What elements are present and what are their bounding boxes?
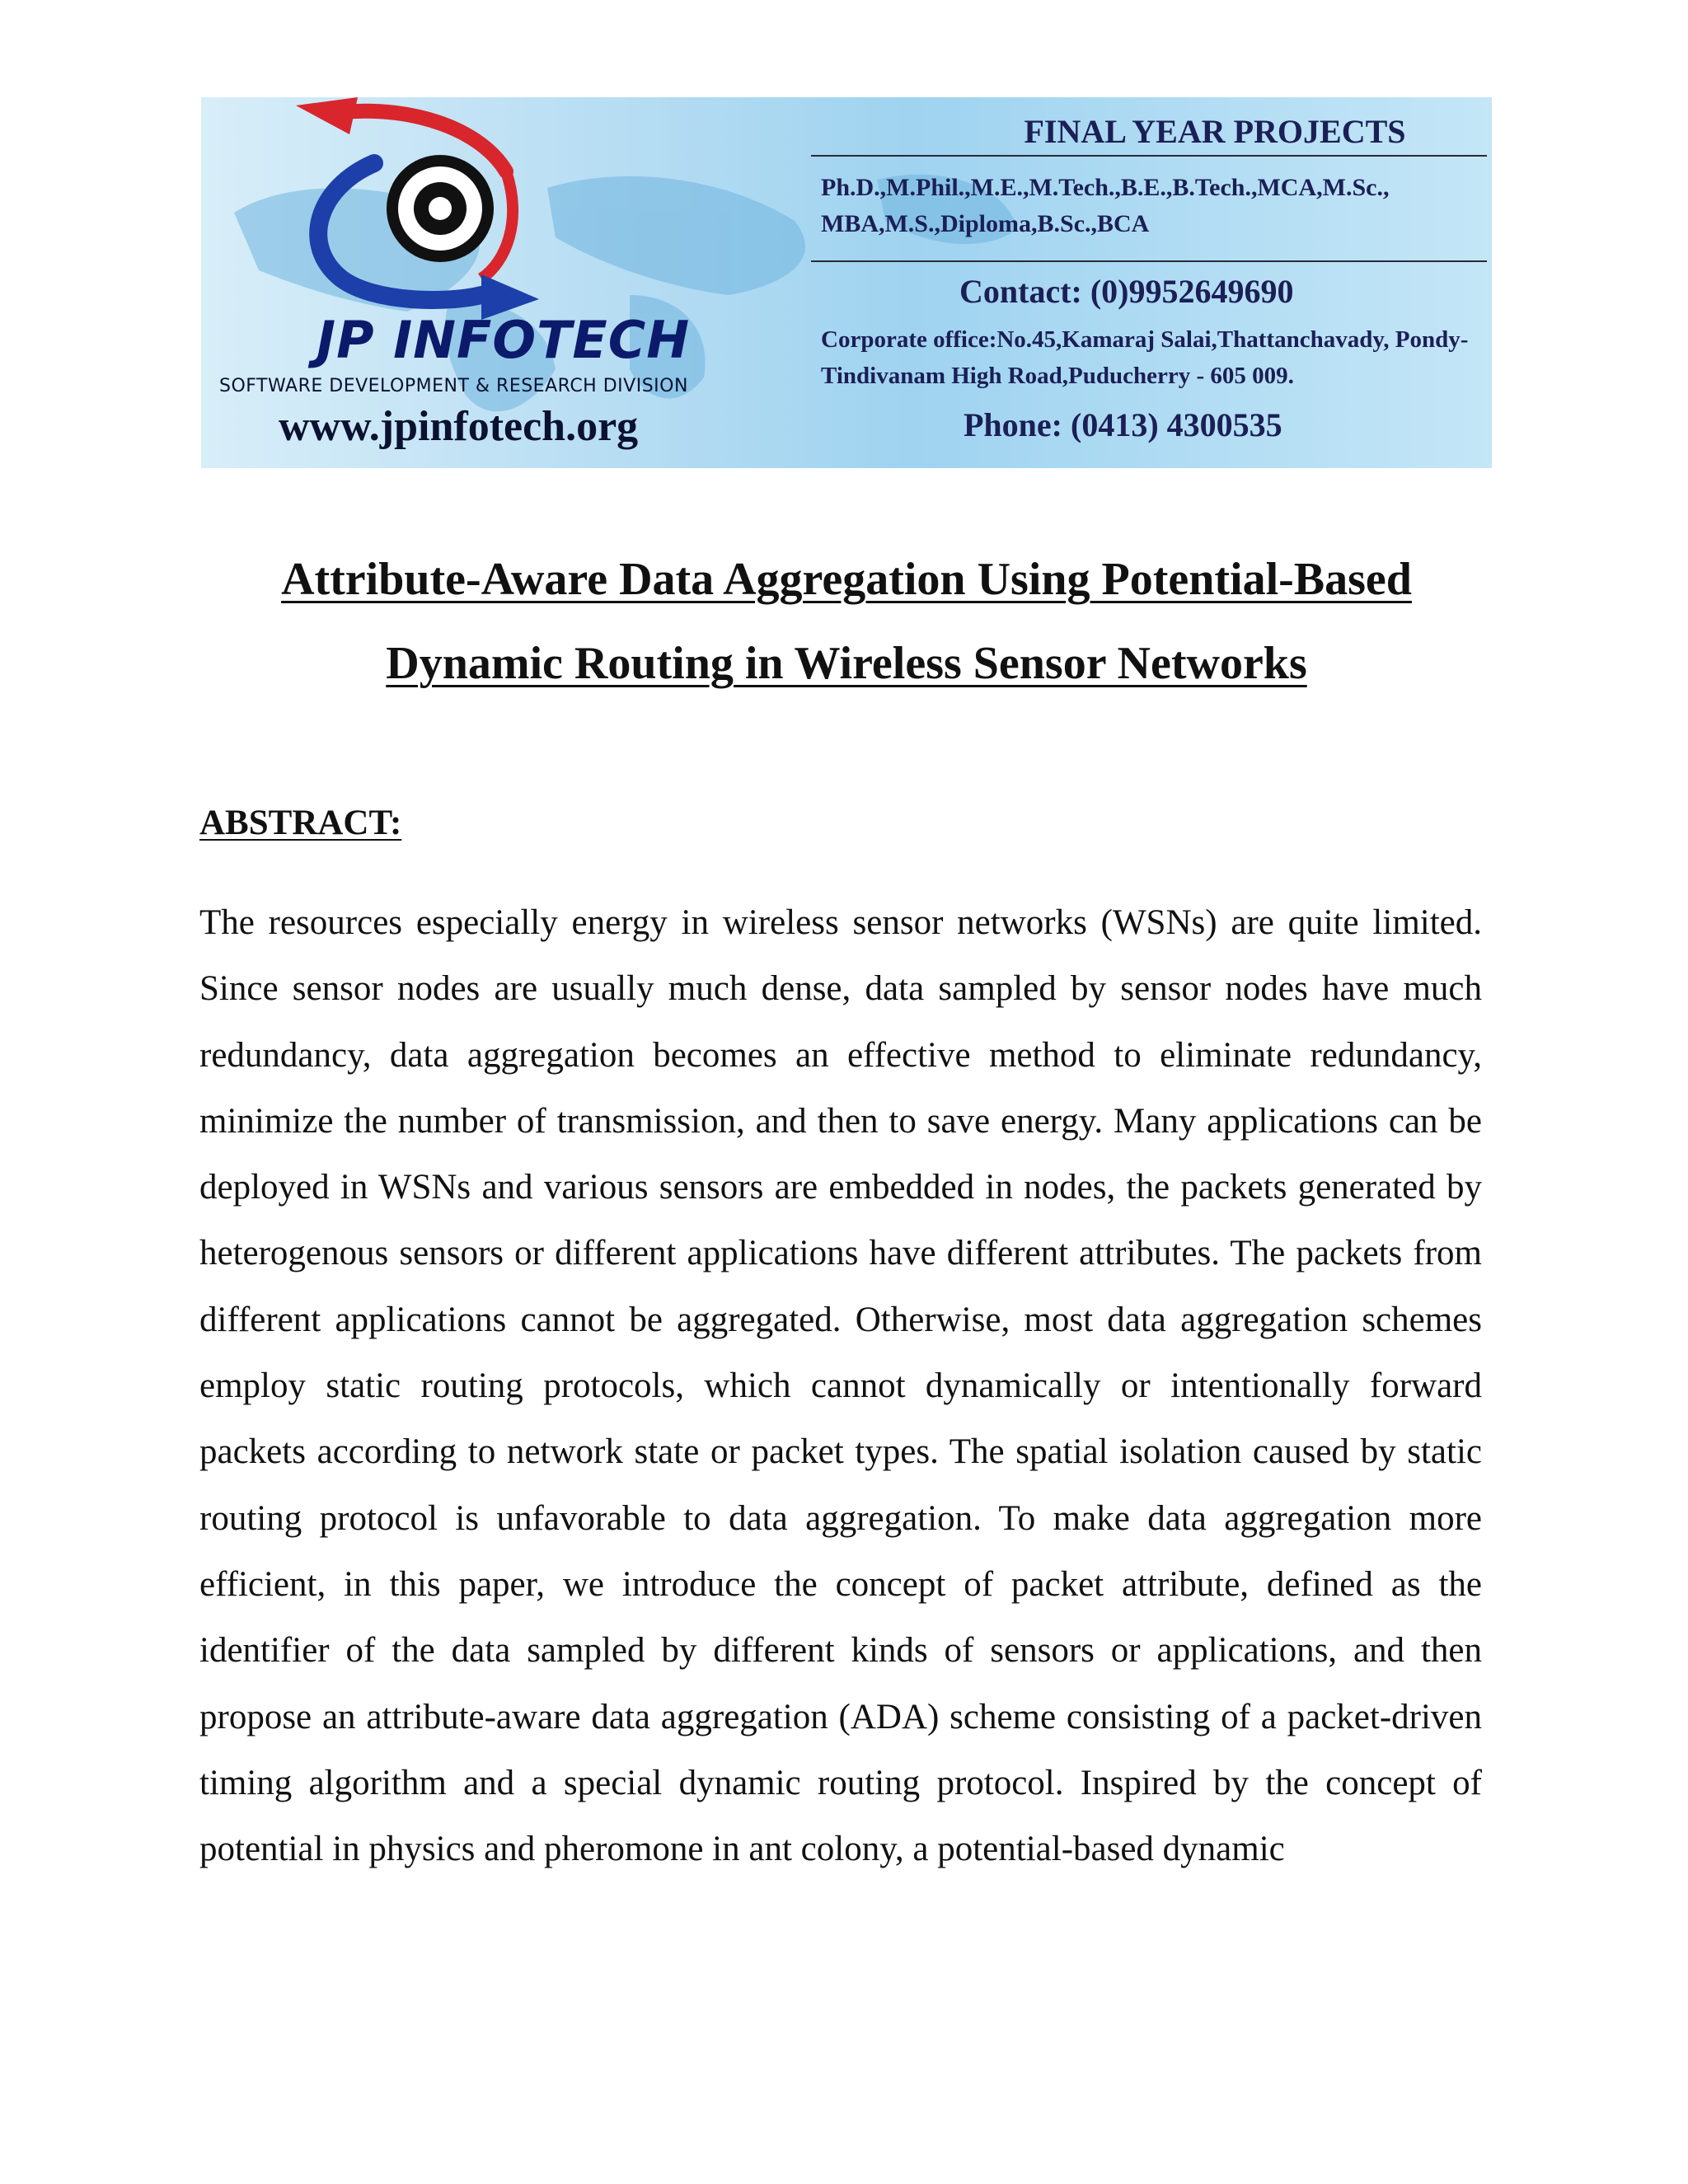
website-link[interactable]: www.jpinfotech.org <box>279 403 639 450</box>
office-address: Corporate office:No.45,Kamaraj Salai,Thattanchavady, Pondy-Tindivanam High Road,Puducherry - 605 009. <box>821 326 1469 389</box>
banner-heading: FINAL YEAR PROJECTS <box>1024 113 1406 150</box>
degrees-list: Ph.D.,M.Phil.,M.E.,M.Tech.,B.E.,B.Tech.,MCA,M.Sc., MBA,M.S.,Diploma,B.Sc.,BCA <box>821 174 1390 237</box>
banner-divider <box>811 260 1487 262</box>
jp-infotech-logo-icon <box>234 97 597 320</box>
header-banner <box>201 97 1492 468</box>
phone-number: Phone: (0413) 4300535 <box>964 406 1282 443</box>
logo-subtitle: SOFTWARE DEVELOPMENT & RESEARCH DIVISION <box>219 376 688 396</box>
logo-title: JP INFOTECH <box>316 310 691 370</box>
abstract-heading: ABSTRACT: <box>199 804 402 842</box>
abstract-text: The resources especially energy in wireless sensor networks (WSNs) are quite limited. Since sensor nodes are usually much dense, data sampled by sensor nodes have much redundancy, data aggregation becomes an effective method to eliminate redundancy, minimize the number of transmission, and then to save energy. Many applications can be deployed in WSNs and various sensors are embedded in nodes, the packets generated by heterogenous sensors or different applications have different attributes. The packets from different applications cannot be aggregated. Otherwise, most data aggregation schemes employ static routing protocols, which cannot dynamically or intentionally forward packets according to network state or packet types. The spatial isolation caused by static routing protocol is unfavorable to data aggregation. To make data aggregation more efficient, in this paper, we introduce the concept of packet attribute, defined as the identifier of the data sampled by different kinds of sensors or applications, and then propose an attribute-aware data aggregation (ADA) scheme consisting of a packet-driven timing algorithm and a special dynamic routing protocol. Inspired by the concept of potential in physics and pheromone in ant colony, a potential-based dynamic <box>199 903 1482 1869</box>
contact-number: Contact: (0)9952649690 <box>959 273 1294 310</box>
paper-title: Attribute-Aware Data Aggregation Using Potential-Based Dynamic Routing in Wireless Sensor Networks <box>281 554 1412 689</box>
banner-divider <box>811 155 1487 157</box>
